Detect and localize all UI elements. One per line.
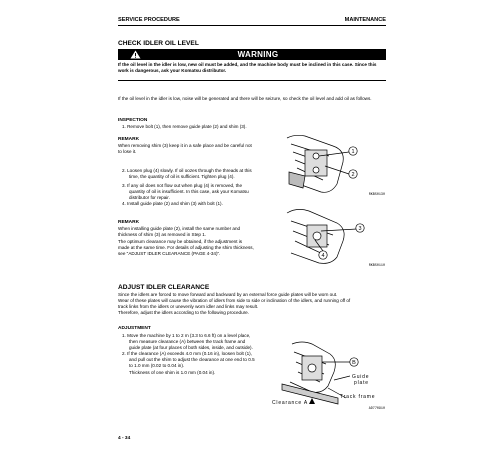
adjustment-step-1-line-1: 1. Move the machine by 1 to 2 m (3.3 to 6.6 ft) on a level place, — [122, 333, 251, 338]
adjust-line-4: Therefore, adjust the idlers according to the following procedure. — [118, 310, 249, 315]
callout-2: 2 — [351, 172, 355, 178]
inspection-step-3-line-2: quantity of oil is insufficient. In this case, ask your Komatsu — [129, 189, 249, 194]
adjustment-heading: ADJUSTMENT — [118, 326, 151, 331]
figure-code-3: AD770910 — [368, 407, 385, 411]
adjustment-step-2-line-2: and pull out the shim to adjust the clearance at one end to 0.5 — [129, 357, 255, 362]
warning-triangle-icon — [130, 50, 141, 59]
remark2-heading: REMARK — [118, 220, 140, 225]
inspection-step-2-line-1: 2. Loosen plug (4) slowly. If oil oozes through the threads at this — [122, 168, 252, 173]
warning-label: WARNING — [237, 50, 279, 59]
warning-banner — [118, 49, 386, 60]
adjustment-step-2-line-4: Thickness of one shim is 1.0 mm (0.04 in). — [129, 370, 216, 375]
plug-removal-figure — [285, 205, 386, 269]
track-frame-label: Track frame — [340, 394, 376, 400]
adjustment-step-2-line-3: to 1.0 mm (0.02 to 0.04 in). — [129, 363, 185, 368]
remark2-line-3: The optimum clearance may be obtained, if the adjustment is — [118, 239, 243, 244]
inspection-heading: INSPECTION — [118, 118, 148, 123]
callout-b: B — [352, 360, 356, 366]
remark-line-1: When removing shim (3) keep it in a safe place and be careful not — [118, 143, 252, 148]
header-section-title: SERVICE PROCEDURE — [118, 17, 180, 23]
idler-clearance-figure — [268, 340, 386, 412]
clearance-a-label: Clearance A — [272, 400, 309, 406]
remark2-line-2: thickness of shim (3) as removed in Step 1. — [118, 232, 207, 237]
adjust-heading: ADJUST IDLER CLEARANCE — [118, 284, 210, 291]
remark-heading: REMARK — [118, 137, 140, 142]
adjustment-step-1-line-2: then measure clearance (A) between the track frame and — [129, 339, 246, 344]
adjustment-step-2-line-1: 2. If the clearance (A) exceeds 4.0 mm (0.16 in), loosen bolt (1), — [122, 351, 252, 356]
adjust-line-1: Since the idlers are forced to move forward and backward by an external force guide plates will be worn out. — [118, 292, 338, 297]
remark2-line-5: see "ADJUST IDLER CLEARANCE (PAGE 4-34)". — [118, 251, 221, 256]
inspection-step-3-line-1: 3. If any oil does not flow out when plug (4) is removed, the — [122, 183, 243, 188]
page-number: 4 - 34 — [118, 436, 131, 441]
remark2-line-4: made at the same time. For details of adjusting the shim thickness, — [118, 245, 254, 250]
inspection-step-2-line-2: time, the quantity of oil is sufficient. Tighten plug (4). — [129, 174, 235, 179]
inspection-step-3-line-3: distributor for repair. — [129, 195, 170, 200]
adjust-line-3: track links from the idlers or unevenly worn idler and links may result. — [118, 304, 259, 309]
remark2-line-1: When installing guide plate (2), install the same number and — [118, 226, 241, 231]
intro-paragraph: If the oil level in the idler is low, noise will be generated and there will be seizure, so check the oil level and add oil as follows. — [118, 96, 372, 101]
inspection-step-1: 1. Remove bolt (1), then remove guide plate (2) and shim (3). — [122, 124, 247, 129]
callout-4: 4 — [321, 253, 325, 259]
header-rule — [118, 25, 386, 26]
guide-plate-label-2: plate — [354, 380, 369, 386]
guide-plate-label-1: Guide — [352, 374, 370, 380]
warning-text: If the oil level in the idler is low, new oil must be added, and the machine body must be inclined in this case. Since this work is dangerous, ask your Komatsu distributor. — [118, 62, 377, 74]
figure-code-2: RKB50110 — [368, 264, 385, 268]
figure-code-1: RKB50130 — [368, 193, 385, 197]
page-title: CHECK IDLER OIL LEVEL — [118, 40, 199, 47]
remark-line-2: to lose it. — [118, 149, 137, 154]
header-chapter-title: MAINTENANCE — [344, 17, 386, 23]
warning-rule — [118, 80, 386, 81]
idler-guide-plate-figure — [285, 132, 386, 200]
callout-1: 1 — [351, 149, 355, 155]
adjust-line-2: Wear of these plates will cause the vibration of idlers from side to side or inclination of the idlers, and running off of — [118, 298, 351, 303]
inspection-step-4: 4. Install guide plate (2) and shim (3) with bolt (1). — [122, 201, 223, 206]
callout-3: 3 — [358, 226, 362, 232]
adjustment-step-1-line-3: guide plate (at four places of both sides, inside, and outside). — [129, 345, 253, 350]
